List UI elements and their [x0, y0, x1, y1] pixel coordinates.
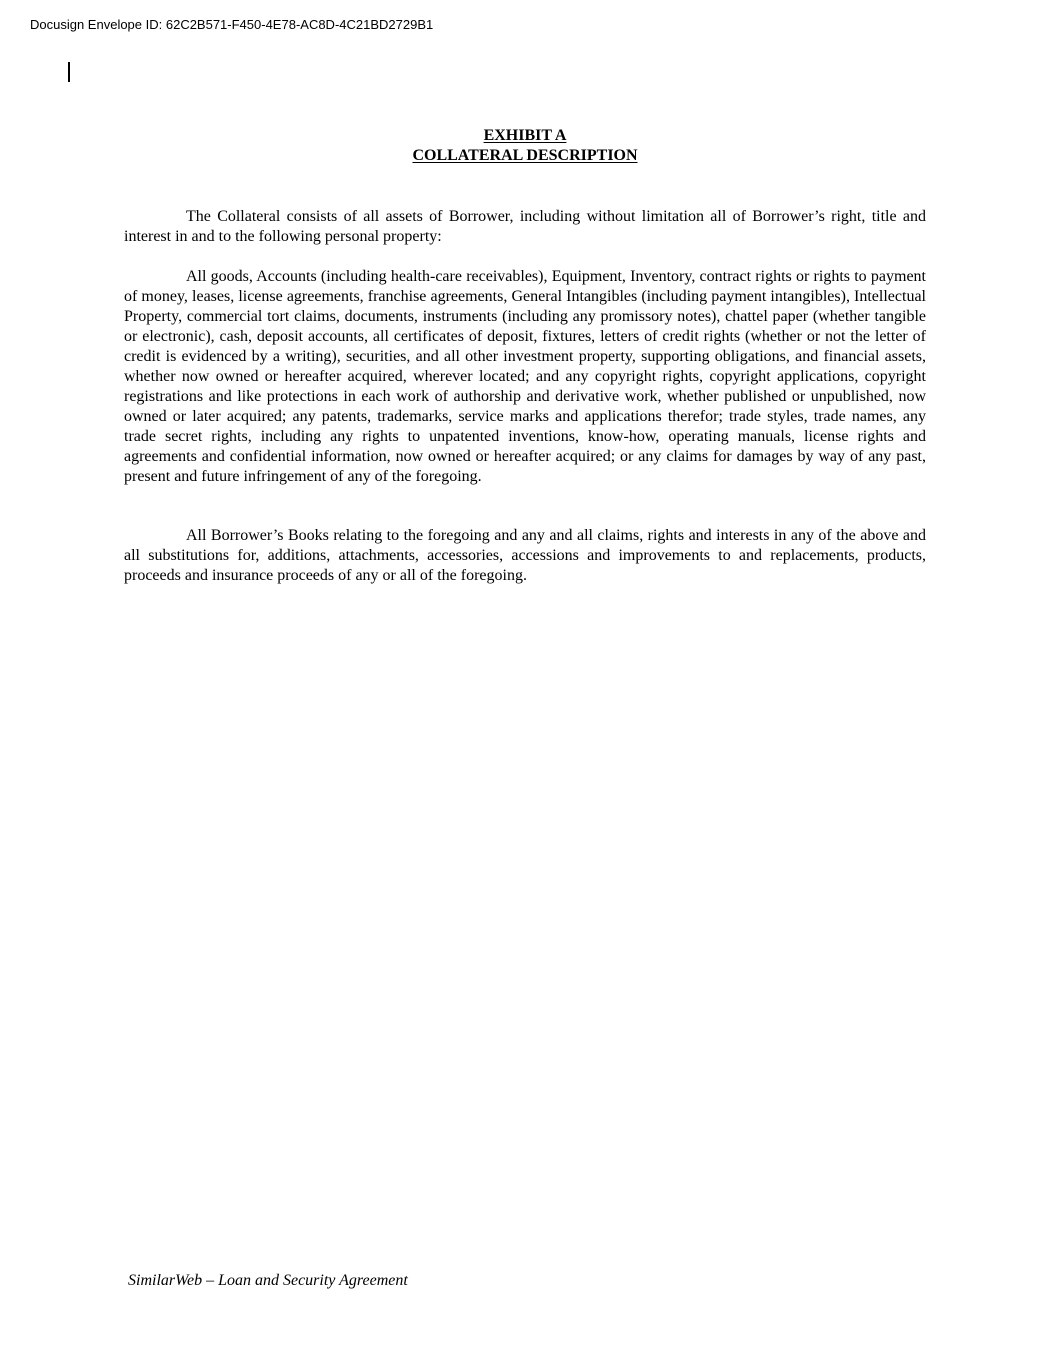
exhibit-heading	[124, 126, 926, 166]
change-bar	[68, 62, 70, 82]
exhibit-title: EXHIBIT A	[483, 127, 567, 144]
page-footer: SimilarWeb – Loan and Security Agreement	[128, 1272, 408, 1289]
paragraph-collateral-list: All goods, Accounts (including health-care receivables), Equipment, Inventory, contract rights or rights to payment of money, leases, license agreements, franchise agreements, General Intangibles (including payment intangibles), Intellectual Property, commercial tort claims, documents, instruments (including any promissory notes), chattel paper (whether tangible or electronic), cash, deposit accounts, all certificates of deposit, fixtures, letters of credit rights (whether or not the letter of credit is evidenced by a writing), securities, and all other investment property, supporting obligations, and financial assets, whether now owned or hereafter acquired, wherever located; and any copyright rights, copyright applications, copyright registrations and like protections in each work of authorship and derivative work, whether published or unpublished, now owned or later acquired; any patents, trademarks, service marks and applications therefor; trade styles, trade names, any trade secret rights, including any rights to unpatented inventions, know-how, operating manuals, license rights and agreements and confidential information, now owned or hereafter acquired; or any claims for damages by way of any past, present and future infringement of any of the foregoing.	[124, 268, 926, 485]
paragraph-collateral-intro: The Collateral consists of all assets of Borrower, including without limitation all of Borrower’s right, title and interest in and to the following personal property:	[124, 208, 926, 245]
envelope-id: Docusign Envelope ID: 62C2B571-F450-4E78-AC8D-4C21BD2729B1	[30, 17, 434, 32]
paragraph-borrower-books: All Borrower’s Books relating to the foregoing and any and all claims, rights and interests in any of the above and all substitutions for, additions, attachments, accessories, accessions and improvements to and replacements, products, proceeds and insurance proceeds of any or all of the foregoing.	[124, 527, 926, 584]
exhibit-subtitle: COLLATERAL DESCRIPTION	[412, 147, 638, 164]
